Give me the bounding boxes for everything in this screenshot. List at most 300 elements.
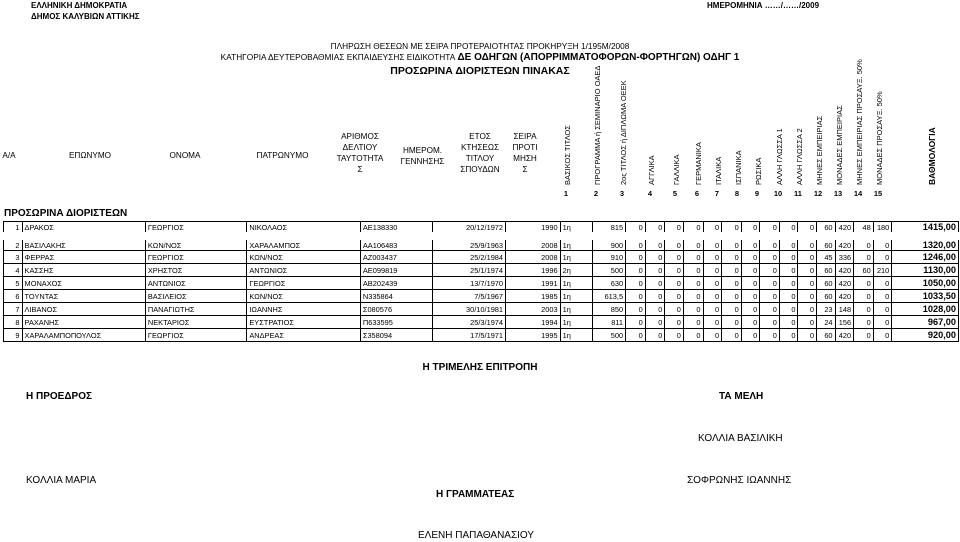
cell-name: ΒΑΣΙΛΕΙΟΣ [145,290,247,303]
cell-c2: 0 [626,236,646,251]
cell-c3: 0 [645,316,665,329]
cell-c1: 500 [593,329,626,342]
cell-id: ΑΑ106483 [360,236,432,251]
cell-surname: ΛΙΒΑΝΟΣ [22,303,145,316]
cell-birth: 25/2/1984 [432,251,505,264]
cell-total: 1130,00 [892,264,959,277]
cell-year: 1995 [506,329,561,342]
cell-c6: 0 [703,277,722,290]
cell-id: Σ080576 [360,303,432,316]
cell-c6: 0 [703,251,722,264]
col-vertical-label: ΓΑΛΛΙΚΑ [672,154,681,185]
cell-c6: 0 [703,290,722,303]
cell-c5: 0 [683,329,703,342]
cell-c9: 0 [760,329,780,342]
cell-c5: 0 [683,316,703,329]
cell-c11: 0 [798,303,817,316]
cell-c14: 0 [854,290,874,303]
cell-surname: ΧΑΡΑΛΑΜΠΟΠΟΥΛΟΣ [22,329,145,342]
cell-father: ΚΩΝ/ΝΟΣ [247,251,361,264]
col-number: 5 [672,189,678,198]
cell-c1: 900 [593,236,626,251]
col-vertical-8 [729,95,745,185]
col-number: 14 [853,189,863,198]
cell-c10: 0 [779,236,798,251]
cell-aa: 8 [4,316,23,329]
secretary-name: ΕΛΕΝΗ ΠΑΠΑΘΑΝΑΣΙΟΥ [418,530,535,541]
col-aa: Α/Α [2,151,16,160]
col-priority-l1: ΣΕΙΡΑ [513,132,537,141]
cell-prio: 1η [560,251,593,264]
cell-c4: 0 [665,264,684,277]
cell-c12: 60 [817,264,836,277]
cell-c7: 0 [722,277,742,290]
cell-surname: ΔΡΑΚΟΣ [22,222,145,237]
cell-c1: 811 [593,316,626,329]
cell-name: ΧΡΗΣΤΟΣ [145,264,247,277]
cell-birth: 25/3/1974 [432,316,505,329]
cell-c13: 420 [835,290,854,303]
col-vertical-label: ΜΗΝΕΣ ΕΜΠΕΙΡΙΑΣ ΠΡΟΣΑΥΞ. 50% [855,59,864,185]
president-name: ΚΟΛΛΙΑ ΜΑΡΙΑ [26,475,97,486]
cell-total: 1033,50 [892,290,959,303]
cell-c7: 0 [722,251,742,264]
cell-c1: 910 [593,251,626,264]
cell-c3: 0 [645,277,665,290]
cell-c11: 0 [798,222,817,237]
col-vertical-label: ΓΕΡΜΑΝΙΚΑ [694,142,703,185]
cell-birth: 20/12/1972 [432,222,505,237]
cell-c3: 0 [645,251,665,264]
cell-total: 920,00 [892,329,959,342]
cell-c13: 420 [835,264,854,277]
col-vertical-14 [850,59,866,185]
col-father: ΠΑΤΡΩΝΥΜΟ [256,151,309,160]
member-1-name: ΚΟΛΛΙΑ ΒΑΣΙΛΙΚΗ [698,433,783,444]
cell-c7: 0 [722,316,742,329]
col-vertical-10 [770,95,786,185]
col-vertical-label: ΠΡΟΓΡΑΜΜΑ ή ΣΕΜΙΝΑΡΙΟ ΟΑΕΔ [593,65,602,185]
cell-father: ΙΩΑΝΝΗΣ [247,303,361,316]
cell-c8: 0 [741,316,760,329]
cell-aa: 2 [4,236,23,251]
cell-id: ΑΖ003437 [360,251,432,264]
cell-c4: 0 [665,236,684,251]
col-birth [395,145,450,167]
cell-aa: 4 [4,264,23,277]
cell-birth: 30/10/1981 [432,303,505,316]
cell-c7: 0 [722,222,742,237]
col-vertical-label: ΑΓΓΛΙΚΑ [647,155,656,185]
cell-prio: 1η [560,236,593,251]
col-number: 9 [754,189,760,198]
cell-c4: 0 [665,329,684,342]
cell-c12: 60 [817,222,836,237]
cell-c2: 0 [626,303,646,316]
cell-father: ΝΙΚΟΛΑΟΣ [247,222,361,237]
cell-year: 1985 [506,290,561,303]
cell-c7: 0 [722,236,742,251]
appointees-table [3,221,959,342]
cell-c5: 0 [683,264,703,277]
cell-c15: 0 [873,277,892,290]
cell-father: ΑΝΤΩΝΙΟΣ [247,264,361,277]
cell-birth: 13/7/1970 [432,277,505,290]
cell-c14: 60 [854,264,874,277]
cell-c11: 0 [798,264,817,277]
cell-birth: 25/9/1963 [432,236,505,251]
cell-year: 1990 [506,222,561,237]
cell-c14: 48 [854,222,874,237]
cell-c12: 60 [817,329,836,342]
table-title: ΠΡΟΣΩΡΙΝΑ ΔΙΟΡΙΣΤΕΩΝ ΠΙΝΑΚΑΣ [390,65,570,77]
cell-aa: 5 [4,277,23,290]
col-vertical-13 [830,95,846,185]
col-vertical-label: ΡΩΣΙΚΑ [754,157,763,185]
cell-c7: 0 [722,303,742,316]
cell-c4: 0 [665,303,684,316]
cell-c13: 420 [835,222,854,237]
cell-c10: 0 [779,316,798,329]
cell-c14: 0 [854,316,874,329]
cell-c14: 0 [854,236,874,251]
col-year-l2: ΚΤΗΣΕΩΣ [460,143,500,152]
cell-birth: 17/5/1971 [432,329,505,342]
cell-year: 1994 [506,316,561,329]
cell-c12: 45 [817,251,836,264]
cell-c6: 0 [703,316,722,329]
cell-c4: 0 [665,316,684,329]
col-id-l4: Σ [357,165,363,174]
cell-c12: 60 [817,236,836,251]
cell-id: Ν335864 [360,290,432,303]
cell-total: 1246,00 [892,251,959,264]
cell-c5: 0 [683,303,703,316]
col-vertical-5 [667,95,683,185]
cell-c13: 148 [835,303,854,316]
cell-c2: 0 [626,264,646,277]
cell-c12: 24 [817,316,836,329]
cell-c1: 500 [593,264,626,277]
cell-c1: 613,5 [593,290,626,303]
cell-c5: 0 [683,290,703,303]
cell-c11: 0 [798,236,817,251]
municipality-label: ΔΗΜΟΣ ΚΑΛΥΒΙΩΝ ΑΤΤΙΚΗΣ [31,12,140,21]
col-id-l3: ΤΑΥΤΟΤΗΤΑ [336,154,384,163]
col-id-l2: ΔΕΛΤΙΟΥ [342,143,378,152]
cell-c10: 0 [779,264,798,277]
col-number: 4 [647,189,653,198]
cell-c8: 0 [741,290,760,303]
cell-id: ΑΒ202439 [360,277,432,290]
cell-year: 1996 [506,264,561,277]
members-label: ΤΑ ΜΕΛΗ [719,391,764,402]
col-vertical-9 [749,95,765,185]
col-priority-l4: Σ [522,165,528,174]
cell-surname: ΒΑΣΙΛΑΚΗΣ [22,236,145,251]
cell-id: Π633595 [360,316,432,329]
cell-c9: 0 [760,264,780,277]
cell-name: ΠΑΝΑΓΙΩΤΗΣ [145,303,247,316]
cell-c6: 0 [703,236,722,251]
cell-c3: 0 [645,303,665,316]
cell-c8: 0 [741,277,760,290]
cell-c15: 0 [873,329,892,342]
cell-c4: 0 [665,277,684,290]
cell-c2: 0 [626,222,646,237]
cell-c15: 0 [873,236,892,251]
col-number: 3 [619,189,625,198]
cell-c13: 420 [835,329,854,342]
col-number: 13 [833,189,843,198]
col-surname: ΕΠΩΝΥΜΟ [68,151,112,160]
announcement-line: ΠΛΗΡΩΣΗ ΘΕΣΕΩΝ ΜΕ ΣΕΙΡΑ ΠΡΟΤΕΡΑΙΟΤΗΤΑΣ ΠΡΟΚΗΡΥΞΗ 1/195Μ/2008 [330,41,630,51]
cell-c8: 0 [741,222,760,237]
table-row [4,316,959,329]
col-id-l1: ΑΡΙΘΜΟΣ [341,132,379,141]
col-number: 10 [773,189,783,198]
cell-surname: ΚΑΣΣΗΣ [22,264,145,277]
table-row [4,290,959,303]
cell-aa: 1 [4,222,23,237]
cell-name: ΓΕΩΡΓΙΟΣ [145,329,247,342]
cell-total: 1415,00 [892,222,959,237]
table-row [4,264,959,277]
cell-name: ΝΕΚΤΑΡΙΟΣ [145,316,247,329]
col-vertical-1 [558,95,574,185]
table-row [4,329,959,342]
col-birth-l2: ΓΕΝΝΗΣΗΣ [400,157,445,166]
col-number: 15 [873,189,883,198]
cell-c1: 815 [593,222,626,237]
cell-total: 967,00 [892,316,959,329]
cell-c10: 0 [779,329,798,342]
secretary-label: Η ΓΡΑΜΜΑΤΕΑΣ [436,489,515,500]
cell-year: 1991 [506,277,561,290]
col-priority [505,131,545,175]
table-row [4,251,959,264]
cell-c7: 0 [722,264,742,277]
cell-name: ΓΕΩΡΓΙΟΣ [145,251,247,264]
table-row [4,277,959,290]
cell-father: ΚΩΝ/ΝΟΣ [247,290,361,303]
col-vertical-label: ΙΤΑΛΙΚΑ [714,156,723,185]
cell-c10: 0 [779,290,798,303]
cell-aa: 7 [4,303,23,316]
cell-c4: 0 [665,290,684,303]
cell-c1: 850 [593,303,626,316]
cell-c6: 0 [703,222,722,237]
cell-c15: 0 [873,290,892,303]
cell-c9: 0 [760,222,780,237]
cell-father: ΑΝΔΡΕΑΣ [247,329,361,342]
cell-c9: 0 [760,303,780,316]
col-name: ΟΝΟΜΑ [169,151,201,160]
col-vertical-label: ΒΑΣΙΚΟΣ ΤΙΤΛΟΣ [563,125,572,185]
col-priority-l2: ΠΡΟΤΙ [512,143,538,152]
cell-c5: 0 [683,222,703,237]
cell-c3: 0 [645,222,665,237]
cell-c7: 0 [722,290,742,303]
col-vertical-label: ΜΗΝΕΣ ΕΜΠΕΙΡΙΑΣ [815,115,824,185]
col-year-l1: ΕΤΟΣ [469,132,491,141]
cell-c9: 0 [760,236,780,251]
cell-c14: 0 [854,303,874,316]
cell-surname: ΦΕΡΡΑΣ [22,251,145,264]
col-vertical-15 [870,91,886,185]
cell-c14: 0 [854,277,874,290]
table-row [4,236,959,251]
cell-c6: 0 [703,329,722,342]
cell-c9: 0 [760,277,780,290]
cell-c15: 180 [873,222,892,237]
table-row [4,222,959,237]
col-number: 1 [563,189,569,198]
cell-c13: 420 [835,277,854,290]
cell-name: ΚΩΝ/ΝΟΣ [145,236,247,251]
cell-id: ΑΕ099819 [360,264,432,277]
cell-c3: 0 [645,290,665,303]
cell-c4: 0 [665,251,684,264]
cell-c5: 0 [683,236,703,251]
cell-c11: 0 [798,277,817,290]
cell-id: Σ358094 [360,329,432,342]
cell-id: ΑΕ138330 [360,222,432,237]
cell-c1: 630 [593,277,626,290]
cell-c2: 0 [626,277,646,290]
col-year-l4: ΣΠΟΥΔΩΝ [460,165,500,174]
col-vertical-2 [588,65,604,185]
col-number: 6 [694,189,700,198]
cell-birth: 25/1/1974 [432,264,505,277]
col-number: 2 [593,189,599,198]
col-year [455,131,505,175]
col-vertical-11 [790,95,806,185]
category-line [0,52,960,63]
cell-c8: 0 [741,329,760,342]
cell-c15: 0 [873,251,892,264]
republic-label: ΕΛΛΗΝΙΚΗ ΔΗΜΟΚΡΑΤΙΑ [31,1,128,10]
cell-c3: 0 [645,329,665,342]
col-vertical-label: ΜΟΝΑΔΕΣ ΠΡΟΣΑΥΞ. 50% [875,91,884,185]
col-priority-l3: ΜΗΣΗ [513,154,537,163]
col-number: 7 [714,189,720,198]
specialty-label: ΔΕ ΟΔΗΓΩΝ (ΑΠΟΡΡΙΜΜΑΤΟΦΟΡΩΝ-ΦΟΡΤΗΓΩΝ) ΟΔΗΓ 1 [457,52,740,63]
cell-c14: 0 [854,251,874,264]
cell-aa: 6 [4,290,23,303]
cell-c3: 0 [645,236,665,251]
cell-c6: 0 [703,264,722,277]
cell-aa: 3 [4,251,23,264]
cell-c4: 0 [665,222,684,237]
col-score-label: ΒΑΘΜΟΛΟΓΙΑ [927,127,937,185]
cell-prio: 1η [560,222,593,237]
col-vertical-label: ΑΛΛΗ ΓΛΩΣΣΑ 1 [775,128,784,185]
cell-c11: 0 [798,290,817,303]
col-number: 12 [813,189,823,198]
col-vertical-label: ΜΟΝΑΔΕΣ ΕΜΠΕΙΡΙΑΣ [835,105,844,185]
cell-prio: 1η [560,277,593,290]
cell-c10: 0 [779,303,798,316]
cell-c8: 0 [741,251,760,264]
cell-c12: 23 [817,303,836,316]
cell-c13: 156 [835,316,854,329]
col-score [922,95,940,185]
col-vertical-3 [614,80,630,185]
cell-aa: 9 [4,329,23,342]
col-number: 8 [734,189,740,198]
cell-c9: 0 [760,290,780,303]
cell-surname: ΜΟΝΑΧΟΣ [22,277,145,290]
cell-surname: ΤΟΥΝΤΑΣ [22,290,145,303]
cell-c8: 0 [741,264,760,277]
cell-c14: 0 [854,329,874,342]
cell-prio: 1η [560,303,593,316]
cell-year: 2008 [506,236,561,251]
col-vertical-7 [709,95,725,185]
cell-father: ΓΕΩΡΓΙΟΣ [247,277,361,290]
cell-c2: 0 [626,251,646,264]
cell-c2: 0 [626,290,646,303]
col-vertical-label: 2ος ΤΙΤΛΟΣ ή ΔΙΠΛΩΜΑ ΟΕΕΚ [619,80,628,185]
cell-c2: 0 [626,316,646,329]
cell-total: 1050,00 [892,277,959,290]
category-prefix: ΚΑΤΗΓΟΡΙΑ ΔΕΥΤΕΡΟΒΑΘΜΙΑΣ ΕΚΠΑΙΔΕΥΣΗΣ ΕΙΔΙΚΟΤΗΤΑ [220,52,456,62]
col-vertical-label: ΑΛΛΗ ΓΛΩΣΣΑ 2 [795,128,804,185]
cell-c12: 60 [817,277,836,290]
cell-c15: 0 [873,316,892,329]
cell-total: 1028,00 [892,303,959,316]
cell-prio: 1η [560,329,593,342]
cell-c3: 0 [645,264,665,277]
cell-c10: 0 [779,277,798,290]
cell-year: 2003 [506,303,561,316]
section-title: ΠΡΟΣΩΡΙΝΑ ΔΙΟΡΙΣΤΕΩΝ [4,208,128,219]
member-2-name: ΣΟΦΡΩΝΗΣ ΙΩΑΝΝΗΣ [687,475,792,486]
cell-father: ΕΥΣΤΡΑΤΙΟΣ [247,316,361,329]
cell-name: ΑΝΤΩΝΙΟΣ [145,277,247,290]
cell-c9: 0 [760,316,780,329]
cell-c8: 0 [741,303,760,316]
cell-total: 1320,00 [892,236,959,251]
cell-prio: 2η [560,264,593,277]
col-id [330,131,390,175]
cell-prio: 1η [560,290,593,303]
cell-c5: 0 [683,277,703,290]
cell-prio: 1η [560,316,593,329]
president-label: Η ΠΡΟΕΔΡΟΣ [26,391,92,402]
cell-c6: 0 [703,303,722,316]
col-year-l3: ΤΙΤΛΟΥ [465,154,495,163]
cell-c10: 0 [779,251,798,264]
col-number: 11 [794,189,802,198]
cell-c15: 0 [873,303,892,316]
col-vertical-6 [689,95,705,185]
cell-c11: 0 [798,316,817,329]
cell-c12: 60 [817,290,836,303]
col-vertical-12 [810,95,826,185]
date-label: ΗΜΕΡΟΜΗΝΙΑ ……/……/2009 [707,1,820,10]
cell-surname: ΡΑΧΑΝΗΣ [22,316,145,329]
cell-c13: 420 [835,236,854,251]
cell-c15: 210 [873,264,892,277]
cell-c7: 0 [722,329,742,342]
cell-birth: 7/5/1967 [432,290,505,303]
col-vertical-4 [642,95,658,185]
cell-c8: 0 [741,236,760,251]
col-birth-l1: ΗΜΕΡΟΜ. [402,146,443,155]
cell-c5: 0 [683,251,703,264]
